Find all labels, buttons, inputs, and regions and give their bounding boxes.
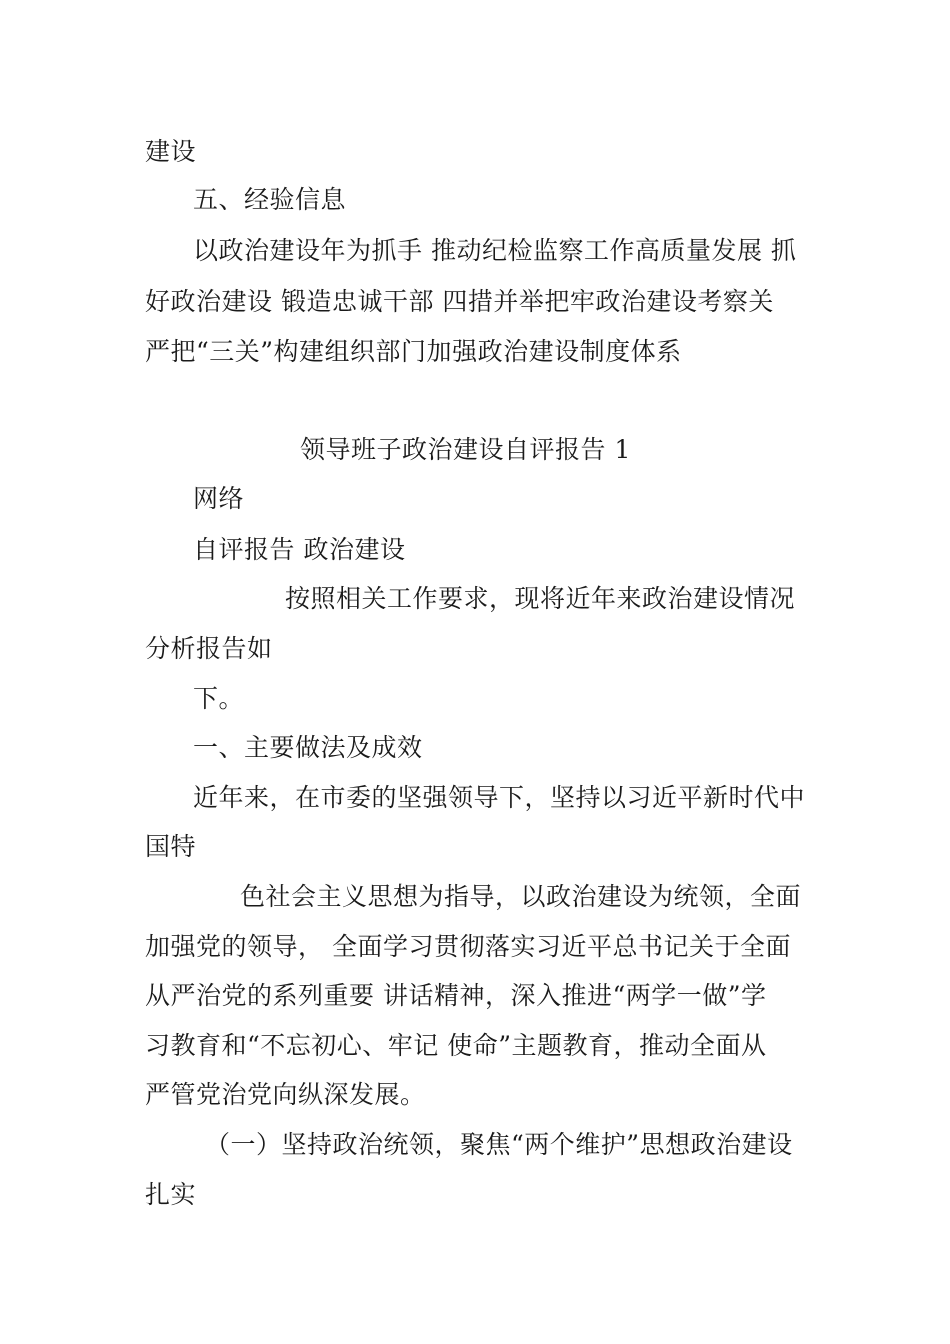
text-line: 严管党治党向纵深发展。: [145, 1080, 426, 1109]
text-line: 自评报告 政治建设: [193, 535, 406, 564]
text-line: 严把“三关”构建组织部门加强政治建设制度体系: [145, 337, 682, 366]
document-title: 领导班子政治建设自评报告 1: [300, 435, 631, 464]
section-heading: 一、主要做法及成效: [193, 733, 423, 762]
text-line: 网络: [193, 484, 245, 513]
text-line: 下。: [193, 684, 245, 713]
text-line: 加强党的领导， 全面学习贯彻落实习近平总书记关于全面: [145, 932, 791, 961]
text-line: 近年来，在市委的坚强领导下，坚持以习近平新时代中: [193, 783, 806, 812]
section-heading: 五、经验信息: [193, 185, 347, 214]
section-heading: （一）坚持政治统领，聚焦“两个维护”思想政治建设: [205, 1130, 793, 1159]
text-line: 扎实: [145, 1180, 197, 1209]
text-line: 建设: [145, 137, 197, 166]
text-line: 以政治建设年为抓手 推动纪检监察工作高质量发展 抓: [193, 236, 797, 265]
text-line: 按照相关工作要求，现将近年来政治建设情况: [285, 584, 796, 613]
text-line: 习教育和“不忘初心、牢记 使命”主题教育，推动全面从: [145, 1031, 767, 1060]
text-line: 从严治党的系列重要 讲话精神，深入推进“两学一做”学: [145, 981, 767, 1010]
text-line: 国特: [145, 832, 197, 861]
text-line: 色社会主义思想为指导，以政治建设为统领，全面: [240, 882, 802, 911]
text-line: 好政治建设 锻造忠诚干部 四措并举把牢政治建设考察关: [145, 287, 774, 316]
text-line: 分析报告如: [145, 634, 273, 663]
